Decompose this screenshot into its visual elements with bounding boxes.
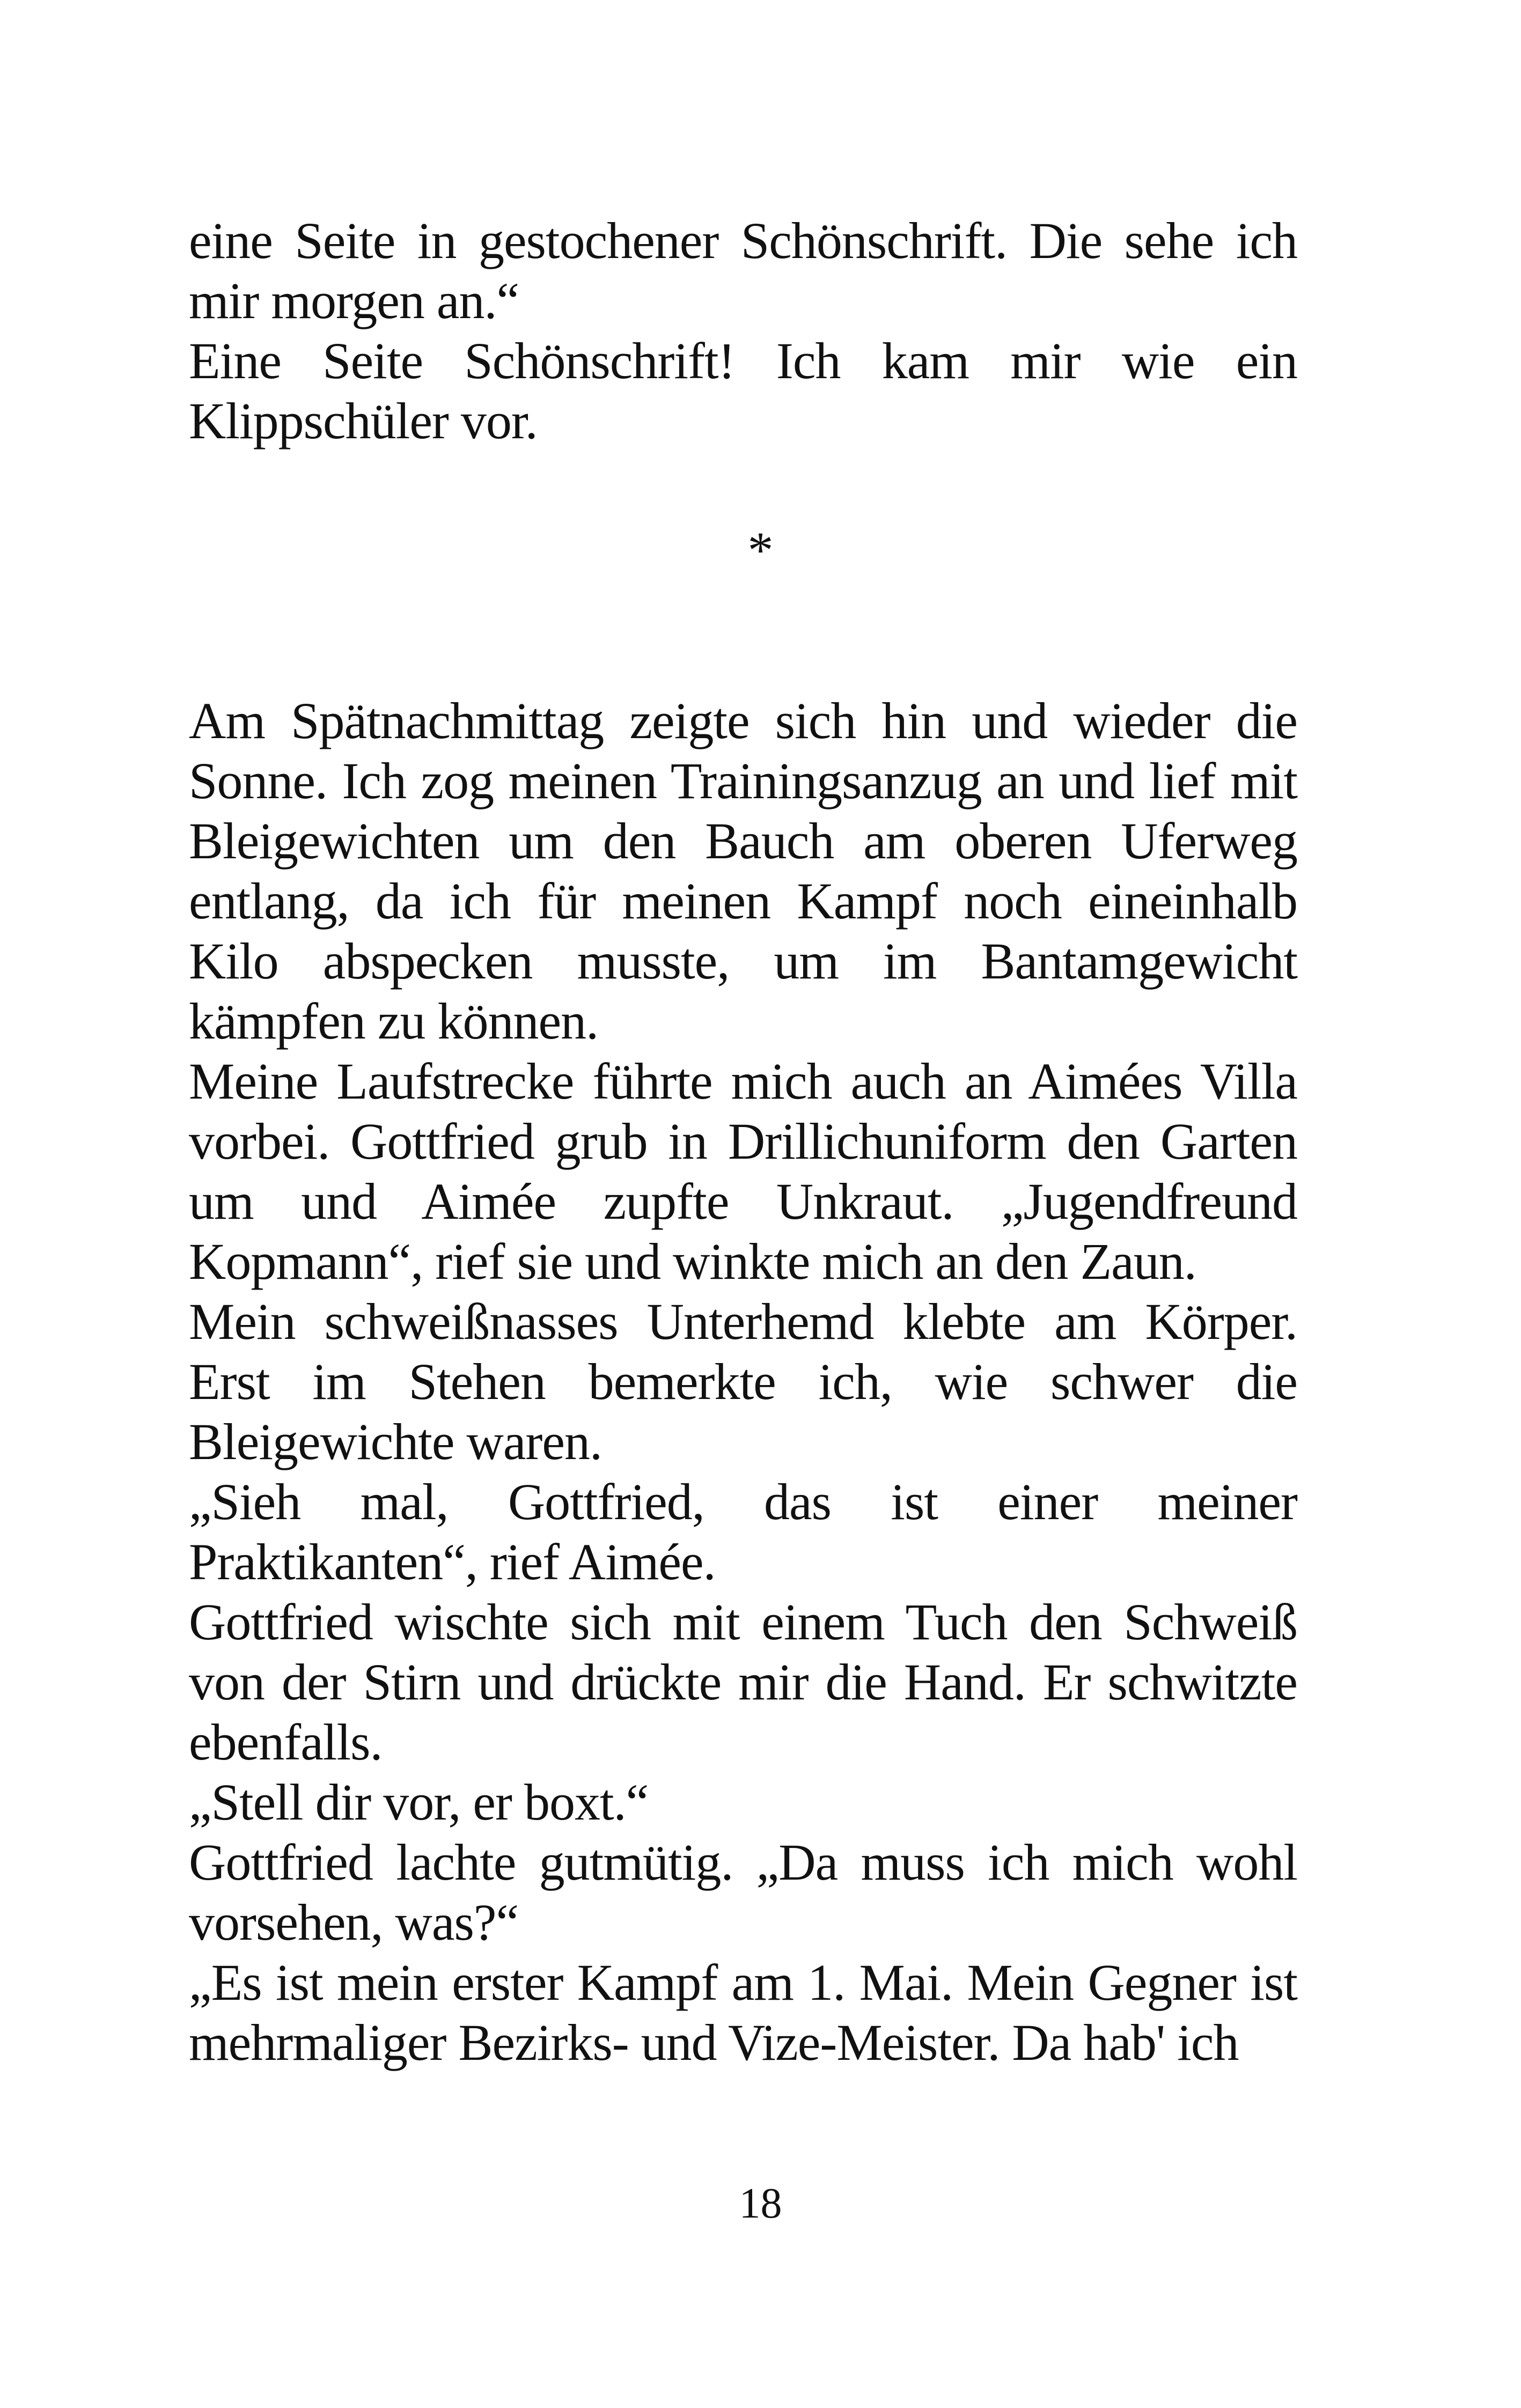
top-text-block xyxy=(189,211,1297,451)
paragraph: Mein schweißnasses Unterhemd klebte am Körper. Erst im Stehen bemerkte ich, wie schwer die Bleigewichte waren. xyxy=(189,1293,1297,1470)
paragraph: eine Seite in gestochener Schönschrift. Die sehe ich mir morgen an.“ xyxy=(189,212,1297,329)
main-text-block xyxy=(189,691,1297,2073)
page-number: 18 xyxy=(739,2180,782,2227)
section-separator: * xyxy=(747,521,774,579)
paragraph: Gottfried wischte sich mit einem Tuch den Schweiß von der Stirn und drückte mir die Hand. Er schwitzte ebenfalls. xyxy=(189,1593,1297,1771)
paragraph: „Es ist mein erster Kampf am 1. Mai. Mein Gegner ist mehrmaliger Bezirks- und Vize-Meister. Da hab' ich xyxy=(189,1954,1297,2071)
paragraph: Meine Laufstrecke führte mich auch an Aimées Villa vorbei. Gottfried grub in Drillichuniform den Garten um und Aimée zupfte Unkraut. „Jugendfreund Kopmann“, rief sie und winkte mich an den Zaun. xyxy=(189,1052,1297,1290)
paragraph: Eine Seite Schönschrift! Ich kam mir wie ein Klippschüler vor. xyxy=(189,332,1297,450)
paragraph: Am Spätnachmittag zeigte sich hin und wieder die Sonne. Ich zog meinen Trainingsanzug an und lief mit Bleigewichten um den Bauch am oberen Uferweg entlang, da ich für meinen Kampf noch eineinhalb Kilo abspecken musste, um im Bantamgewicht kämpfen zu können. xyxy=(189,692,1297,1050)
paragraph: „Stell dir vor, er boxt.“ xyxy=(189,1773,649,1831)
paragraph: „Sieh mal, Gottfried, das ist einer meiner Praktikanten“, rief Aimée. xyxy=(189,1473,1297,1590)
paragraph: Gottfried lachte gutmütig. „Da muss ich mich wohl vorsehen, was?“ xyxy=(189,1833,1297,1951)
